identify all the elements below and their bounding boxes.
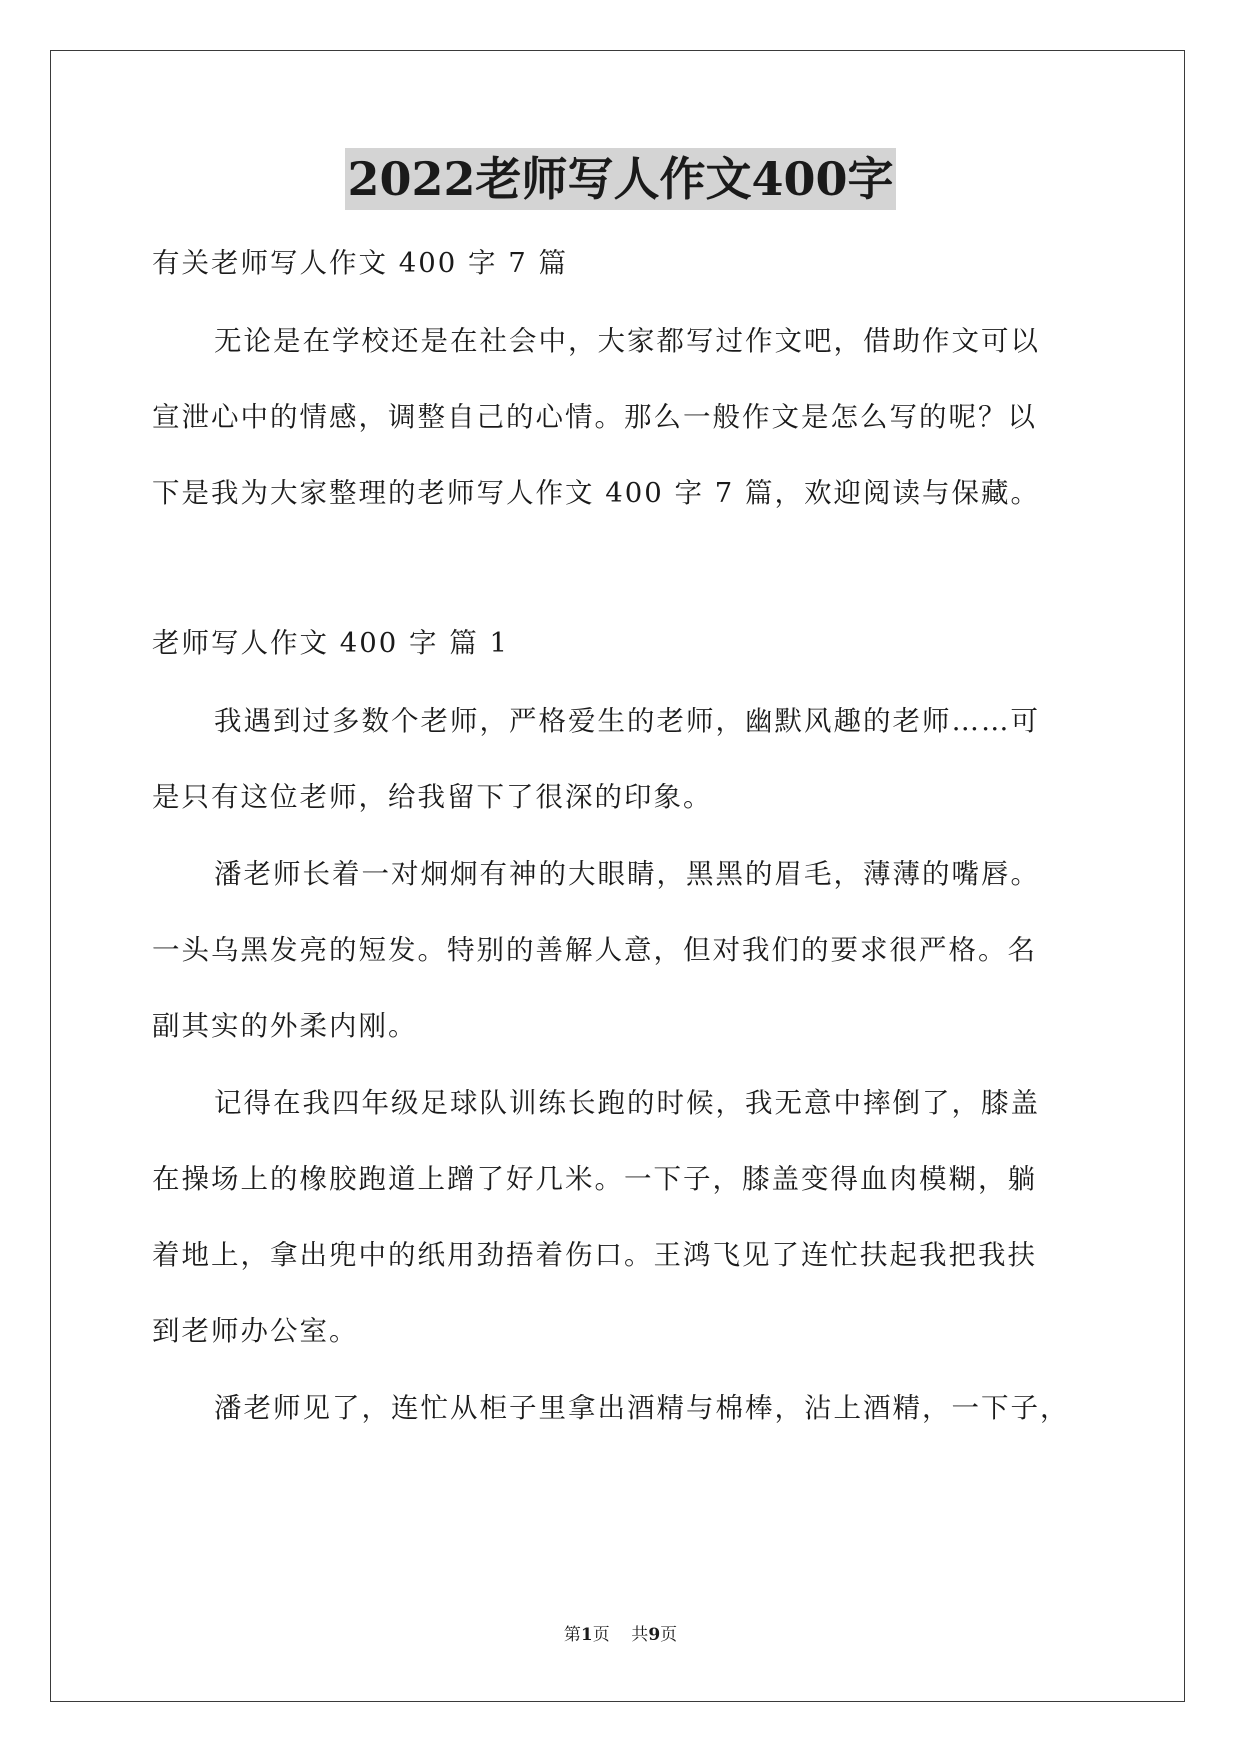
paragraph-line: 到老师办公室。 <box>152 1315 359 1347</box>
paragraph-line: 潘老师见了，连忙从柜子里拿出酒精与棉棒，沾上酒精，一下子， <box>214 1392 1070 1424</box>
paragraph-line: 在操场上的橡胶跑道上蹭了好几米。一下子，膝盖变得血肉模糊，躺 <box>152 1163 1037 1195</box>
paragraph-line: 一头乌黑发亮的短发。特别的善解人意，但对我们的要求很严格。名 <box>152 934 1037 966</box>
footer-suffix: 页 <box>660 1625 678 1645</box>
subtitle-line: 有关老师写人作文 400 字 7 篇 <box>152 247 568 279</box>
paragraph-line: 我遇到过多数个老师，严格爱生的老师，幽默风趣的老师……可 <box>214 705 1040 737</box>
section-heading: 老师写人作文 400 字 篇 1 <box>152 627 509 659</box>
paragraph-line: 记得在我四年级足球队训练长跑的时候，我无意中摔倒了，膝盖 <box>214 1087 1040 1119</box>
document-title: 2022老师写人作文400字 <box>345 148 895 210</box>
title-container <box>0 148 1241 210</box>
footer-prefix: 第 <box>563 1625 581 1645</box>
paragraph-line: 潘老师长着一对炯炯有神的大眼睛，黑黑的眉毛，薄薄的嘴唇。 <box>214 858 1040 890</box>
page-footer <box>0 1620 1241 1645</box>
paragraph-line: 下是我为大家整理的老师写人作文 400 字 7 篇，欢迎阅读与保藏。 <box>152 477 1040 509</box>
paragraph-line: 副其实的外柔内刚。 <box>152 1010 418 1042</box>
paragraph-line: 是只有这位老师，给我留下了很深的印象。 <box>152 781 713 813</box>
total-pages-number: 9 <box>648 1625 661 1645</box>
paragraph-line: 无论是在学校还是在社会中，大家都写过作文吧，借助作文可以 <box>214 325 1040 357</box>
paragraph-line: 着地上，拿出兜中的纸用劲捂着伤口。王鸿飞见了连忙扶起我把我扶 <box>152 1239 1037 1271</box>
current-page-number: 1 <box>580 1625 593 1645</box>
footer-mid: 页 共 <box>592 1625 649 1645</box>
paragraph-line: 宣泄心中的情感，调整自己的心情。那么一般作文是怎么写的呢？以 <box>152 401 1037 433</box>
